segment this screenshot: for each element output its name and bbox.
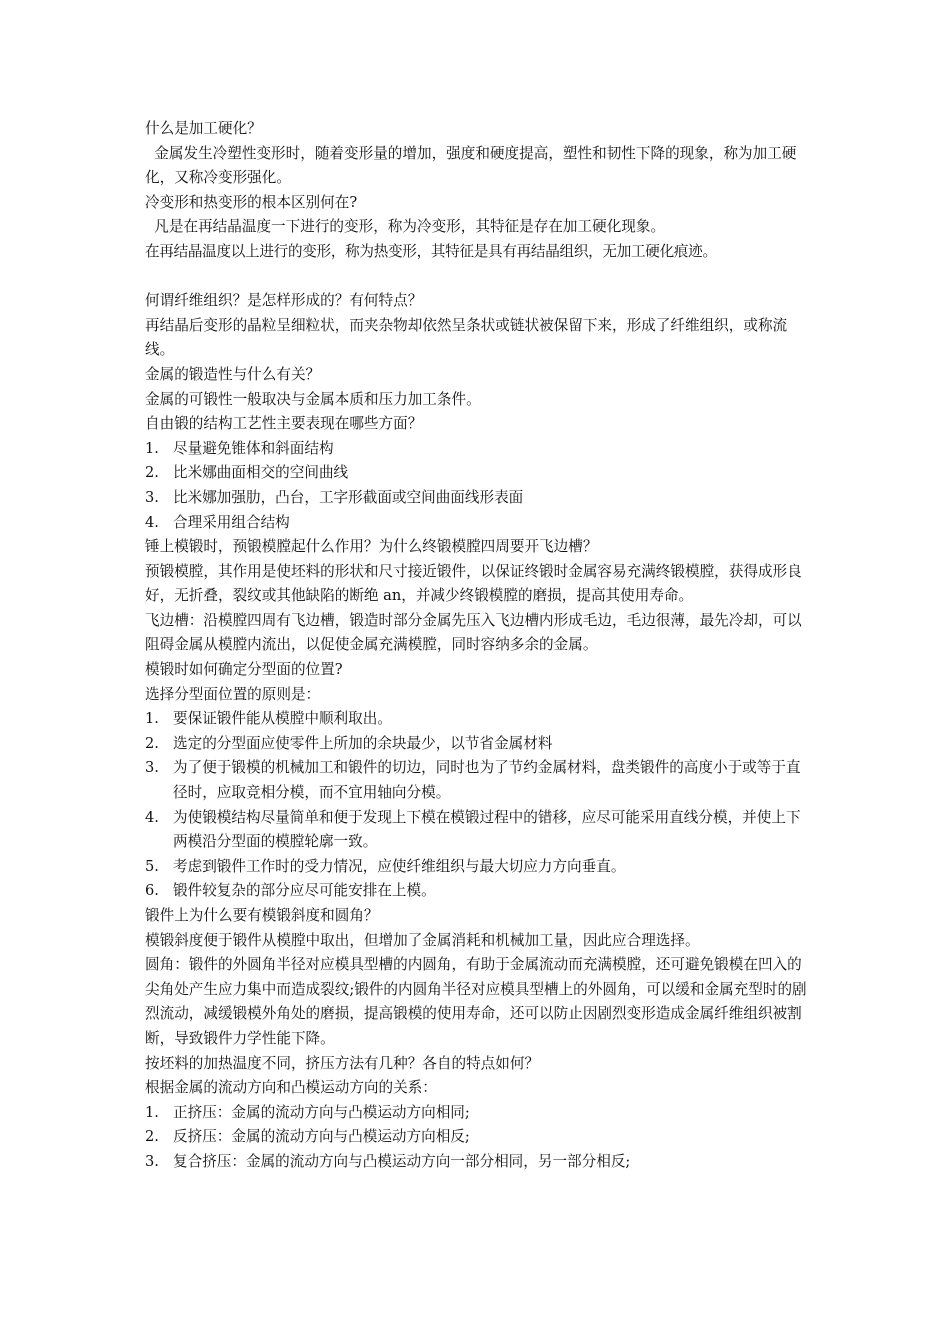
list-number: 1. xyxy=(145,439,159,457)
list-text: 要保证锻件能从模膛中顺利取出。 xyxy=(173,710,392,728)
list-item xyxy=(145,756,815,805)
question-extrusion: 按坯料的加热温度不同，挤压方法有几种？各自的特点如何？ xyxy=(145,1054,540,1072)
list-text: 为了便于锻模的机械加工和锻件的切边，同时也为了节约金属材料，盘类锻件的高度小于或等于直径时，应取竞相分模，而不宜用轴向分模。 xyxy=(173,759,801,802)
answer-fillet: 圆角：锻件的外圆角半径对应模具型槽的内圆角，有助于金属流动而充满模膛，还可避免锻模在凹入的尖角处产生应力集中而造成裂纹;锻件的内圆角半径对应模具型槽上的外圆角，可以缓和金属充型时的剧烈流动，减缓锻模外角处的磨损，提高锻模的使用寿命，还可以防止因剧烈变形造成金属纤维组织被割断，导致锻件力学性能下降。 xyxy=(145,956,807,1047)
list-item xyxy=(145,461,815,486)
list-number: 1. xyxy=(145,710,159,728)
list-number: 3. xyxy=(145,759,159,777)
list-item xyxy=(145,707,815,732)
question-cold-hot-deformation: 冷变形和热变形的根本区别何在? xyxy=(145,193,358,211)
document-body xyxy=(145,117,815,1175)
list-text: 合理采用组合结构 xyxy=(173,513,290,531)
list-number: 2. xyxy=(145,734,159,752)
question-work-hardening: 什么是加工硬化？ xyxy=(145,120,262,137)
list-text: 尽量避免锥体和斜面结构 xyxy=(173,439,334,457)
list-parting-surface xyxy=(145,707,815,904)
question-free-forging: 自由锻的结构工艺性主要表现在哪些方面？ xyxy=(145,415,423,433)
answer-cold-deformation: 凡是在再结晶温度一下进行的变形，称为冷变形，其特征是存在加工硬化现象。 xyxy=(145,218,666,236)
list-number: 3. xyxy=(145,488,159,506)
list-text: 选定的分型面应使零件上所加的余块最少，以节省金属材料 xyxy=(173,734,553,752)
list-number: 5. xyxy=(145,857,159,875)
list-number: 4. xyxy=(145,513,159,531)
list-free-forging xyxy=(145,437,815,535)
list-item xyxy=(145,855,815,880)
list-item xyxy=(145,1150,815,1175)
question-draft-angle: 锻件上为什么要有模锻斜度和圆角？ xyxy=(145,907,379,924)
list-text: 比米娜加强肋，凸台，工字形截面或空间曲面线形表面 xyxy=(173,488,524,506)
question-parting-surface: 模锻时如何确定分型面的位置? xyxy=(145,661,343,679)
list-item xyxy=(145,437,815,462)
answer-parting-surface: 选择分型面位置的原则是： xyxy=(145,685,321,703)
list-number: 4. xyxy=(145,808,159,826)
list-number: 6. xyxy=(145,882,159,900)
list-extrusion xyxy=(145,1101,815,1175)
answer-draft-angle: 模锻斜度便于锻件从模膛中取出，但增加了金属消耗和机械加工量，因此应合理选择。 xyxy=(145,931,700,949)
answer-forgeability: 金属的可锻性一般取决与金属本质和压力加工条件。 xyxy=(145,390,481,408)
answer-work-hardening: 金属发生冷塑性变形时，随着变形量的增加，强度和硬度提高，塑性和韧性下降的现象，称为加工硬化，又称冷变形强化。 xyxy=(145,144,797,187)
list-text: 复合挤压：金属的流动方向与凸模运动方向一部分相同，另一部分相反; xyxy=(173,1152,631,1170)
question-preforging-cavity: 锤上模锻时，预锻模膛起什么作用？为什么终锻模膛四周要开飞边槽？ xyxy=(145,538,598,556)
answer-fiber-structure: 再结晶后变形的晶粒呈细粒状，而夹杂物却依然呈条状或链状被保留下来，形成了纤维组织，或称流线。 xyxy=(145,316,788,359)
answer-flash-groove: 飞边槽：沿模膛四周有飞边槽，锻造时部分金属先压入飞边槽内形成毛边，毛边很薄，最先冷却，可以阻碍金属从模膛内流出，以促使金属充满模膛，同时容纳多余的金属。 xyxy=(145,611,802,654)
list-item xyxy=(145,806,815,855)
list-number: 2. xyxy=(145,464,159,482)
list-item xyxy=(145,732,815,757)
list-item xyxy=(145,879,815,904)
list-text: 比米娜曲面相交的空间曲线 xyxy=(173,464,349,482)
answer-extrusion: 根据金属的流动方向和凸模运动方向的关系： xyxy=(145,1079,437,1097)
list-number: 1. xyxy=(145,1103,159,1121)
list-item xyxy=(145,1125,815,1150)
list-text: 反挤压：金属的流动方向与凸模运动方向相反; xyxy=(173,1128,470,1146)
answer-preforging-cavity: 预锻模膛，其作用是使坯料的形状和尺寸接近锻件，以保证终锻时金属容易充满终锻模膛，获得成形良好，无折叠，裂纹或其他缺陷的断绝 an，并减少终锻模膛的磨损，提高其使用寿命。 xyxy=(145,562,802,605)
answer-hot-deformation: 在再结晶温度以上进行的变形，称为热变形，其特征是具有再结晶组织，无加工硬化痕迹。 xyxy=(145,242,717,260)
list-item xyxy=(145,511,815,536)
question-forgeability: 金属的锻造性与什么有关？ xyxy=(145,365,321,383)
list-number: 2. xyxy=(145,1128,159,1146)
list-text: 考虑到锻件工作时的受力情况，应使纤维组织与最大切应力方向垂直。 xyxy=(173,857,626,875)
list-text: 锻件较复杂的部分应尽可能安排在上模。 xyxy=(173,882,436,900)
blank-line xyxy=(145,265,815,290)
list-text: 正挤压：金属的流动方向与凸模运动方向相同; xyxy=(173,1103,470,1121)
question-fiber-structure: 何谓纤维组织？是怎样形成的？有何特点？ xyxy=(145,292,423,310)
list-item xyxy=(145,1101,815,1126)
list-item xyxy=(145,486,815,511)
list-number: 3. xyxy=(145,1152,159,1170)
list-text: 为使锻模结构尽量简单和便于发现上下模在模锻过程中的错移，应尽可能采用直线分模，并使上下两模沿分型面的模膛轮廓一致。 xyxy=(173,808,801,851)
